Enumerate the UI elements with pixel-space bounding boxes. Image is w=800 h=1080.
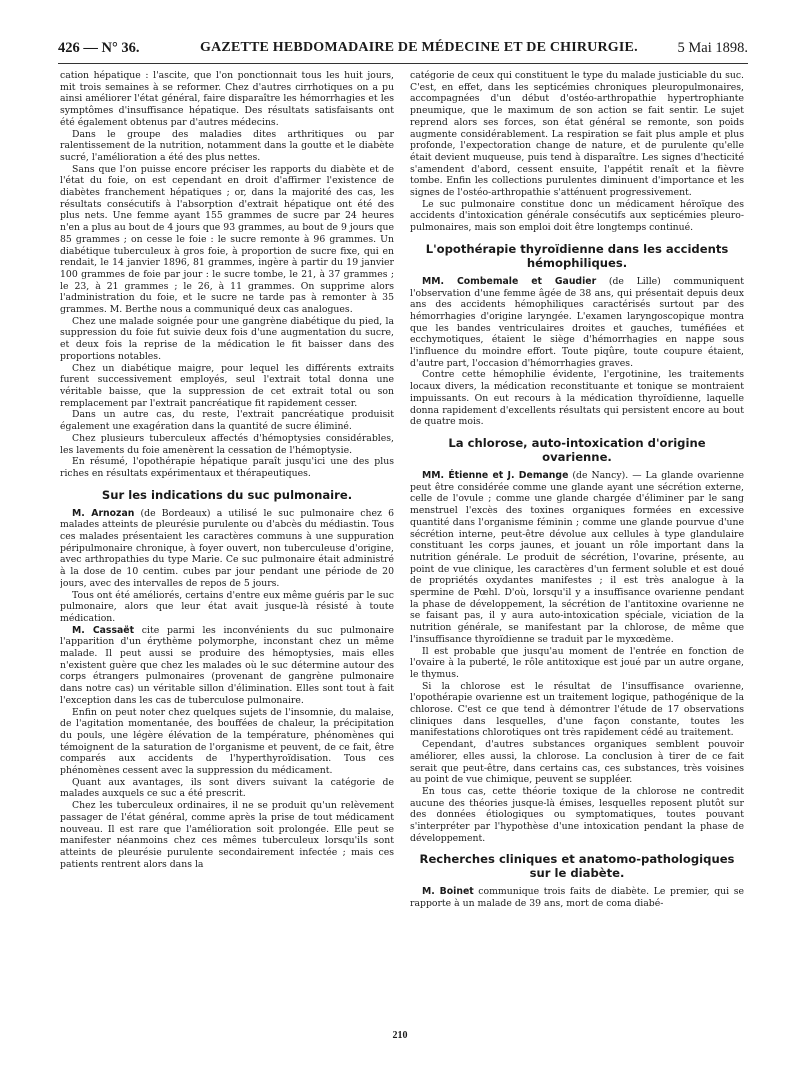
paragraph	[60, 625, 394, 707]
paragraph	[60, 316, 394, 363]
author-names: M. Arnozan	[72, 507, 135, 519]
paragraph	[410, 199, 744, 234]
paragraph	[410, 681, 744, 740]
paragraph	[410, 886, 744, 909]
header-rule	[58, 63, 748, 64]
paragraph	[60, 433, 394, 456]
paragraph	[410, 70, 744, 199]
paragraph-text: communique trois faits de diabète. Le premier, qui se rapporte à un malade de 39 ans, mort de coma diabé-	[410, 886, 744, 910]
paragraph-text: Chez plusieurs tuberculeux affectés d'hémoptysies considérables, les lavements du foie amenèrent la cessation de l'hémoptysie.	[60, 432, 394, 456]
paragraph-text: Enfin on peut noter chez quelques sujets de l'insomnie, du malaise, de l'agitation momentanée, des bouffées de chaleur, la précipitation du pouls, une légère élévation de la température, phénomènes qui témoignent de la saturation de l'organisme et peuvent, de ce fait, être comparés aux accidents de l'hyperthyroïdisation. Tous ces phénomènes cessent avec la suppression du médicament.	[60, 706, 394, 777]
running-header	[58, 38, 748, 60]
paragraph	[60, 70, 394, 129]
author-names: MM. Combemale et Gaudier	[422, 275, 597, 287]
journal-title: GAZETTE HEBDOMADAIRE DE MÉDECINE ET DE CHIRURGIE.	[200, 40, 638, 55]
paragraph	[60, 129, 394, 164]
paragraph	[60, 456, 394, 479]
paragraph	[60, 777, 394, 800]
paragraph	[60, 409, 394, 432]
paragraph-text: (de Nancy). — La glande ovarienne peut être considérée comme une glande ayant une sécrétion externe, celle de l'ovule ; comme une glande chargée d'éliminer par le sang menstruel l'excès des toxines organiques formées en excessive quantité dans l'organisme féminin ; comme une glande pourvue d'une sécrétion interne, peut-être dévolue aux cellules à type glandulaire constituant les corps jaunes, et jouant un rôle important dans la nutrition générale. Le produit de sécrétion, l'ovarine, présente, au point de vue clinique, les caractères d'un ferment soluble et est doué de propriétés oxydantes manifestes ; il est très analogue à la spermine de Pœhl. D'où, lorsqu'il y a insuffisance ovarienne pendant la phase de développement, la sécrétion de l'antitoxine ovarienne ne se faisant pas, il y aura auto-intoxication spéciale, viciation de la nutrition générale, se manifestant par la chlorose, de même que l'insuffisance thyroïdienne se traduit par le myxœdème.	[410, 469, 744, 645]
paragraph-text: Sans que l'on puisse encore préciser les rapports du diabète et de l'état du foie, on est cependant en droit d'affirmer l'existence de diabètes franchement hépatiques ; or, dans la majorité des cas, les résultats consécutifs à l'absorption d'extrait hépatique ont été des plus nets. Une femme ayant 155 grammes de sucre par 24 heures n'en a plus au bout de 4 jours que 93 grammes, au bout de 9 jours que 85 grammes ; on cesse le foie : le sucre remonte à 96 grammes. Un diabétique tuberculeux à gros foie, à proportion de sucre fixe, qui en rendait, le 14 janvier 1896, 81 grammes, ingère à partir du 19 janvier 100 grammes de foie par jour : le sucre tombe, le 21, à 37 grammes ; le 23, à 21 grammes ; le 26, à 11 grammes. On supprime alors l'administration du foie, et le sucre ne tarde pas à remonter à 35 grammes. M. Berthe nous a communiqué deux cas analogues.	[60, 163, 394, 316]
paragraph-text: (de Bordeaux) a utilisé le suc pulmonaire chez 6 malades atteints de pleurésie purulente ou d'abcès du médiastin. Tous ces malades présentaient les caractères communs à une suppuration péripulmonaire chronique, à foyer ouvert, non tuberculeuse d'origine, avec arthropathies du type Marie. Ce suc pulmonaire était administré à la dose de 10 centim. cubes par jour pendant une période de 20 jours, avec des intervalles de repos de 5 jours.	[60, 507, 394, 589]
paragraph	[60, 164, 394, 316]
paragraph-text: Dans un autre cas, du reste, l'extrait pancréatique produisit également une exagération dans la quantité de sucre éliminé.	[60, 409, 394, 433]
author-names: MM. Étienne et J. Demange	[422, 469, 569, 481]
paragraph-text: Le suc pulmonaire constitue donc un médicament héroïque des accidents d'intoxication générale consécutifs aux septicémies pleuro-pulmonaires, mais son emploi doit être longtemps continué.	[410, 198, 744, 234]
issue-date: 5 Mai 1898.	[677, 40, 748, 56]
section-heading: Recherches cliniques et anatomo-pathologiques sur le diabète.	[419, 852, 735, 881]
section-heading: La chlorose, auto-intoxication d'origine ovarienne.	[448, 435, 706, 464]
paragraph	[410, 276, 744, 370]
section-heading: L'opothérapie thyroïdienne dans les accidents hémophiliques.	[425, 241, 729, 270]
paragraph	[410, 369, 744, 428]
paragraph	[60, 800, 394, 870]
paragraph	[410, 739, 744, 786]
paragraph	[410, 646, 744, 681]
paragraph-text: cite parmi les inconvénients du suc pulmonaire l'apparition d'un érythème polymorphe, inconstant chez un même malade. Il peut aussi se produire des hémoptysies, mais elles n'existent guère que chez les malades où le suc détermine autour des corps étrangers pulmonaires (provenant de gangrène pulmonaire dans notre cas) un véritable sillon d'élimination. Elles sont tout à fait l'exception dans les cas de tuberculose pulmonaire.	[60, 624, 394, 706]
author-names: M. Cassaët	[72, 624, 135, 636]
paragraph-text: Tous ont été améliorés, certains d'entre eux même guéris par le suc pulmonaire, alors que leur état avait jusque-là résisté à toute médication.	[60, 589, 394, 624]
right-column	[410, 70, 744, 1018]
page-number: 210	[392, 1030, 408, 1041]
paragraph-text: catégorie de ceux qui constituent le type du malade justiciable du suc. C'est, en effet, dans les septicémies chroniques pleuropulmonaires, accompagnées d'un début d'ostéo-arthropathie hypertrophiante pneumique, que le maximum de son action se fait sentir. Le sujet reprend alors ses forces, son état général se remonte, son poids augmente considérablement. La respiration se fait plus ample et plus profonde, l'expectoration change de nature, et de purulente qu'elle était devient muqueuse, puis tend à disparaître. Les signes d'hecticité s'amendent d'abord, cessent ensuite, l'appétit renaît et la fièvre tombe. Enfin les collections purulentes diminuent d'importance et les signes de l'ostéo-arthropathie s'atténuent progressivement.	[410, 70, 744, 199]
paragraph	[60, 590, 394, 625]
paragraph-text: Chez une malade soignée pour une gangrène diabétique du pied, la suppression du foie fut suivie deux fois d'une augmentation du sucre, et deux fois la reprise de la médication le fit baisser dans des proportions notables.	[60, 315, 394, 362]
paragraph-text: En résumé, l'opothérapie hépatique paraît jusqu'ici une des plus riches en résultats expérimentaux et thérapeutiques.	[60, 456, 394, 479]
paragraph-text: cation hépatique : l'ascite, que l'on ponctionnait tous les huit jours, mit trois semaines à se reformer. Chez d'autres cirrhotiques on a pu ainsi améliorer l'état général, faire disparaître les hémorrhagies et les symptômes d'insuffisance hépatique. Des résultats satisfaisants ont été également obtenus par d'autres médecins.	[60, 70, 394, 128]
issue-number: 426 — N° 36.	[58, 40, 140, 56]
paragraph	[410, 470, 744, 646]
paragraph-text: Contre cette hémophilie évidente, l'ergotinine, les traitements locaux divers, la médication reconstituante et tonique se montraient impuissants. On eut recours à la médication thyroïdienne, laquelle donna rapidement d'excellents résultats qui persistent encore au bout de quatre mois.	[410, 369, 744, 428]
section-heading: Sur les indications du suc pulmonaire.	[101, 487, 353, 502]
paragraph	[410, 786, 744, 845]
paragraph-text: Dans le groupe des maladies dites arthritiques ou par ralentissement de la nutrition, notamment dans la goutte et le diabète sucré, l'amélioration a été des plus nettes.	[60, 128, 394, 163]
paragraph-text: En tous cas, cette théorie toxique de la chlorose ne contredit aucune des théories jusque-là émises, lesquelles reposent plutôt sur des données étiologiques ou symptomatiques, toutes pouvant s'interpréter par l'hypothèse d'une intoxication pendant la phase de développement.	[410, 785, 744, 844]
paragraph	[60, 363, 394, 410]
paragraph-text: Cependant, d'autres substances organiques semblent pouvoir améliorer, elles aussi, la chlorose. La conclusion à tirer de ce fait serait que peut-être, dans certains cas, ces substances, très voisines au point de vue chimique, peuvent se suppléer.	[410, 739, 744, 786]
paragraph	[60, 707, 394, 777]
paragraph-text: Si la chlorose est le résultat de l'insuffisance ovarienne, l'opothérapie ovarienne est un traitement logique, pathogénique de la chlorose. C'est ce que tend à démontrer l'étude de 17 observations cliniques dans lesquelles, d'une façon constante, toutes les manifestations chlorotiques ont très rapidement cédé au traitement.	[410, 680, 744, 739]
paragraph-text: Chez un diabétique maigre, pour lequel les différents extraits furent successivement employés, seul l'extrait total donna une véritable baisse, que la suppression de cet extrait total ou son remplacement par l'extrait pancréatique fit rapidement cesser.	[60, 362, 394, 409]
left-column	[60, 70, 394, 1018]
paragraph	[60, 508, 394, 590]
paragraph-text: Il est probable que jusqu'au moment de l'entrée en fonction de l'ovaire à la puberté, le rôle antitoxique est joué par un autre organe, le thymus.	[410, 645, 744, 680]
paragraph-text: Chez les tuberculeux ordinaires, il ne se produit qu'un relèvement passager de l'état général, comme après la prise de tout médicament nouveau. Il est rare que l'amélioration soit prolongée. Elle peut se manifester néanmoins chez ces mêmes tuberculeux lorsqu'ils sont atteints de pleurésie purulente secondairement infectée ; mais ces patients rentrent alors dans la	[60, 800, 394, 870]
paragraph-text: (de Lille) communiquent l'observation d'une femme âgée de 38 ans, qui présentait depuis deux ans des accidents hémophiliques caractérisés surtout par des hémorrhagies d'origine laryngée. L'examen laryngoscopique montra que les bandes ventriculaires droites et gauches, tuméfiées et ecchymotiques, étaient le siège d'hémorrhagies en nappe sous l'influence du moindre effort. Toute piqûre, toute coupure étaient, d'autre part, l'occasion d'hémorrhagies graves.	[410, 275, 744, 369]
author-names: M. Boinet	[422, 886, 474, 898]
paragraph-text: Quant aux avantages, ils sont divers suivant la catégorie de malades auxquels ce suc a été prescrit.	[60, 776, 394, 800]
